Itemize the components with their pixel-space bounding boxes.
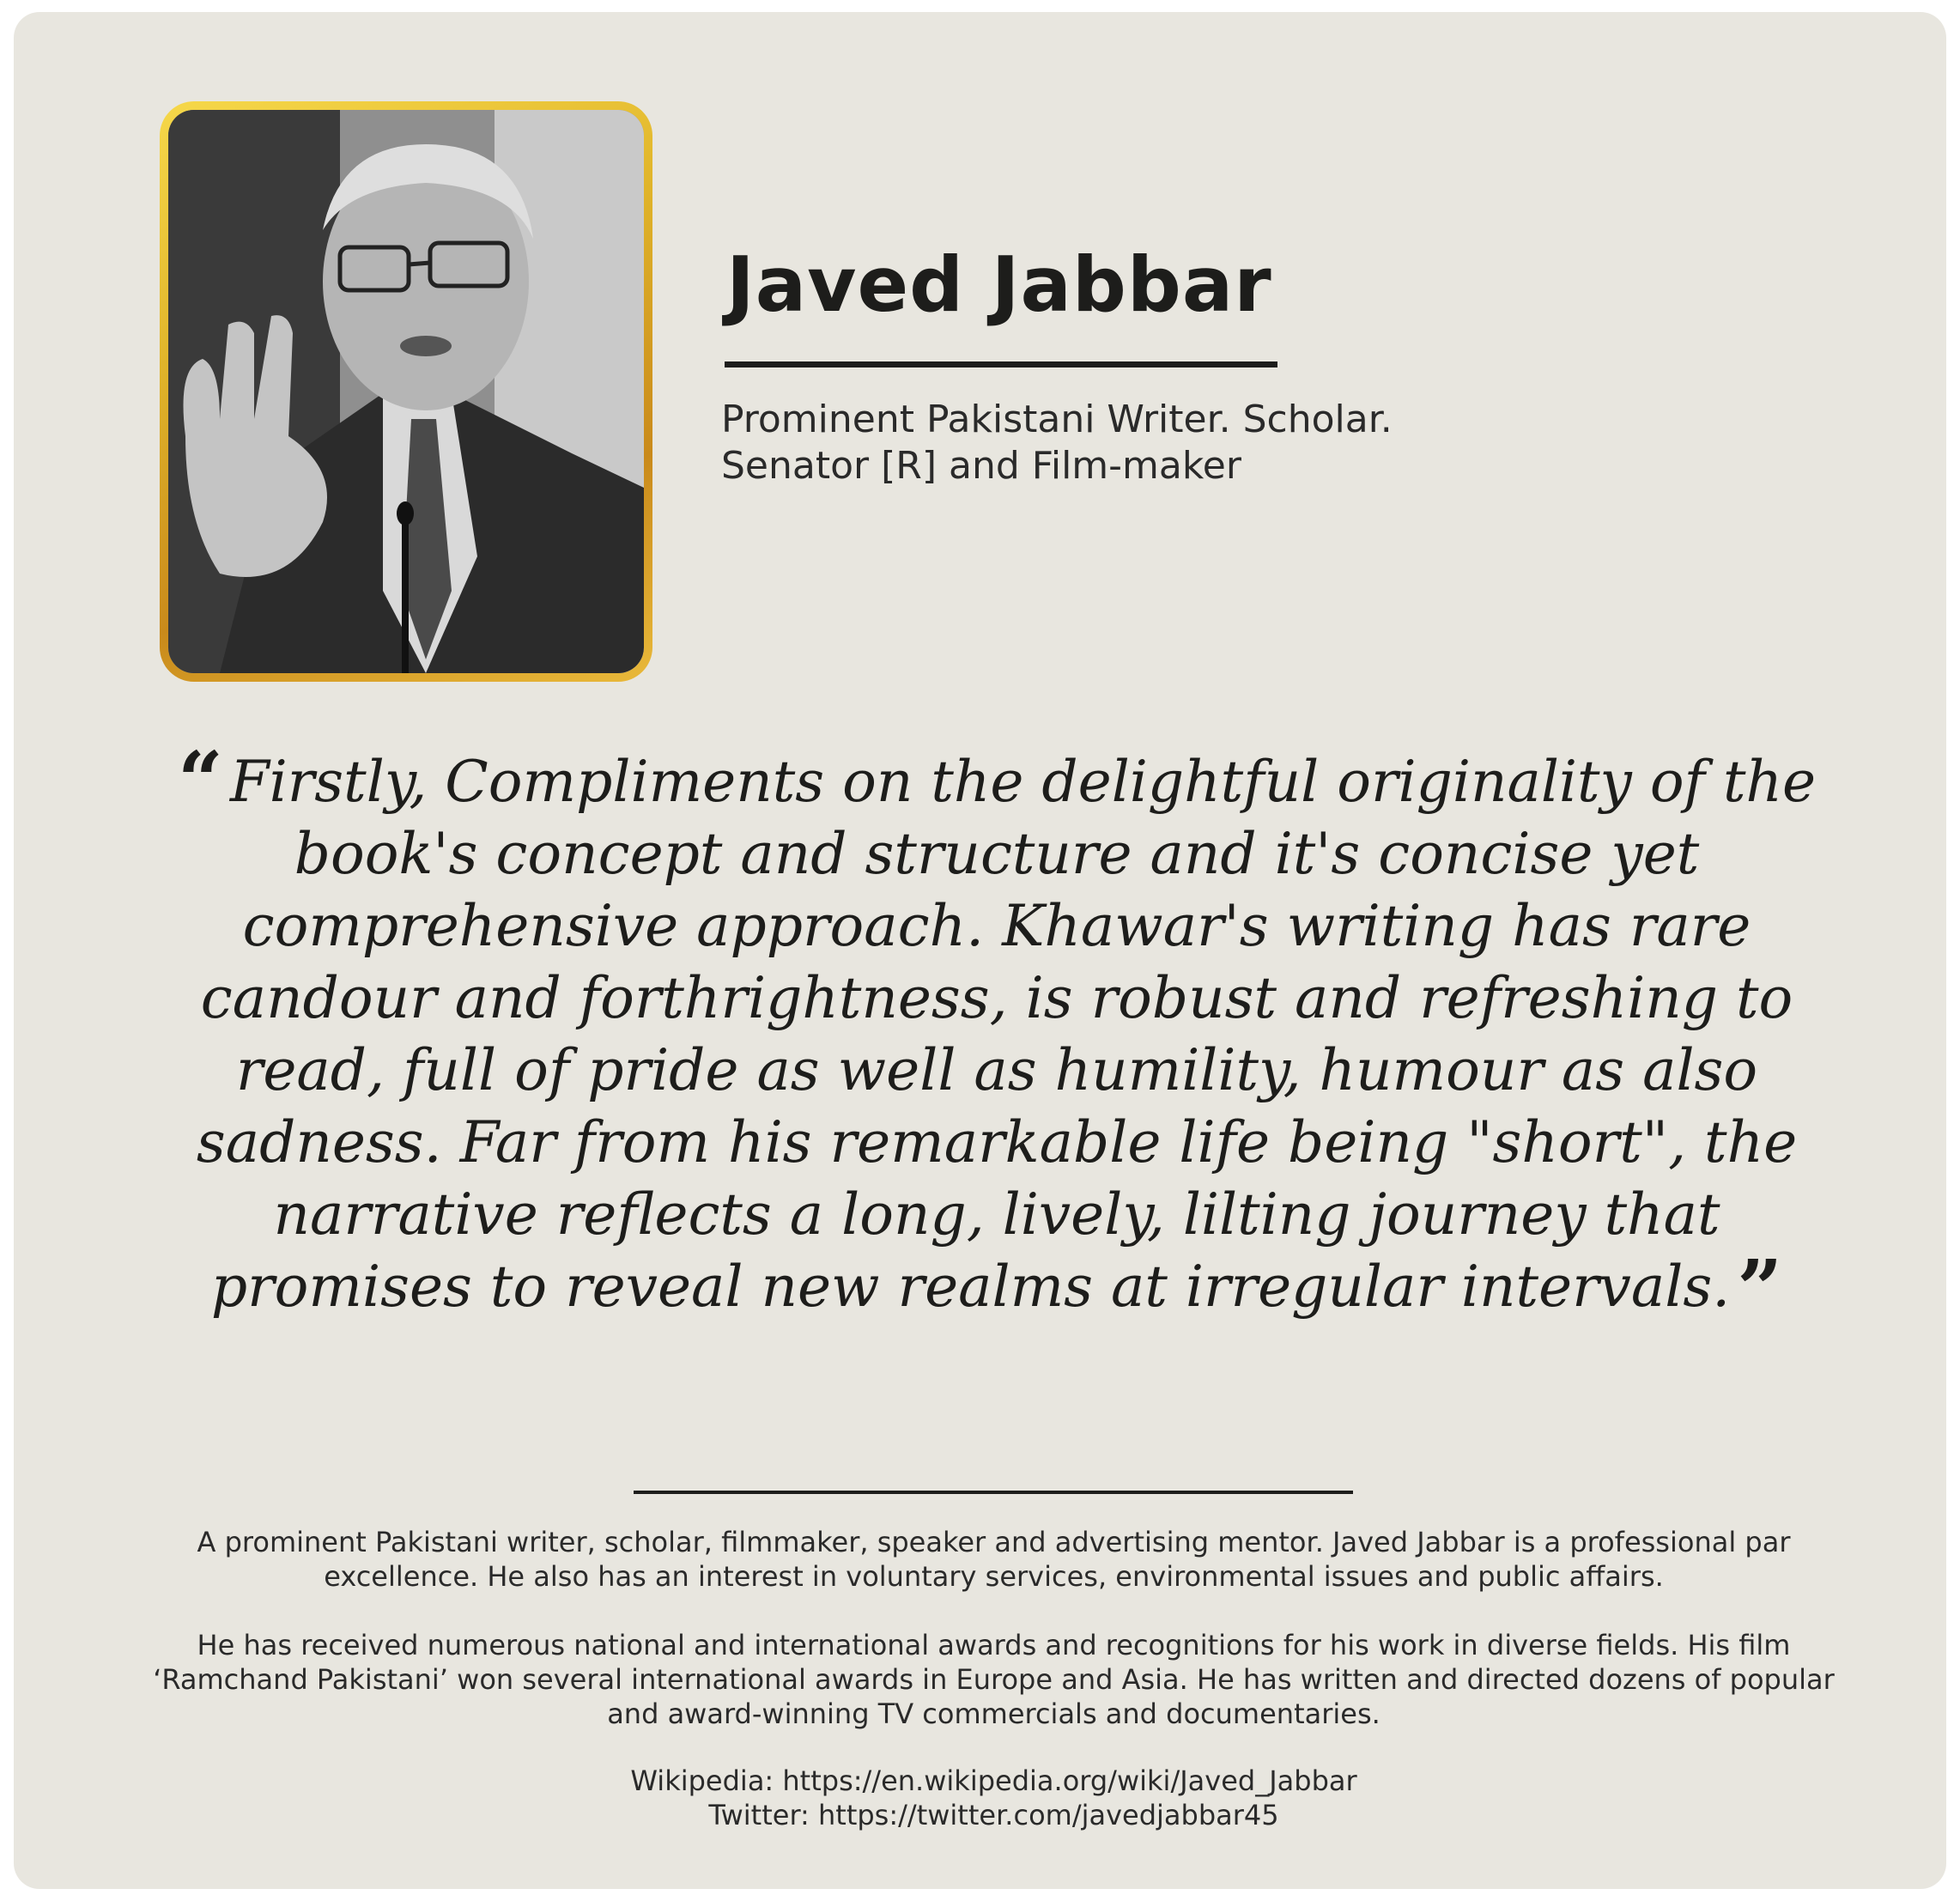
quote-text: Firstly, Compliments on the delightful originality of the book's concept and structure and it's concise yet comprehensive approach. Khawar's writing has rare candour and forthrightness, is robust and refreshing to read, full of pride as well as humility, humour as also sadness. Far from his remarkable life being "short", the narrative reflects a long, lively, lilting journey that promises to reveal new realms at irregular intervals.: [196, 749, 1817, 1320]
open-quote-icon: “: [177, 734, 223, 827]
name-underline: [725, 361, 1277, 367]
photo-frame: [160, 101, 652, 682]
subtitle-line-2: Senator [R] and Film-maker: [721, 444, 1241, 488]
person-subtitle: [721, 397, 1494, 489]
portrait-photo: [168, 110, 644, 673]
links-block: [143, 1764, 1845, 1832]
person-name: Javed Jabbar: [726, 240, 1272, 329]
bio-section: [143, 1525, 1845, 1832]
section-divider: [634, 1491, 1353, 1494]
bio-paragraph-2: He has received numerous national and international awards and recognitions for his work in diverse fields. His film ‘Ramchand Pakistani’ won several international awards in Europe and Asia. He has written and directed dozens of popular and award-winning TV commercials and documentaries.: [153, 1629, 1835, 1730]
portrait-illustration: [168, 110, 644, 673]
testimonial-card: [14, 12, 1946, 1889]
testimonial-quote: [168, 734, 1825, 1335]
subtitle-line-1: Prominent Pakistani Writer. Scholar.: [721, 398, 1393, 441]
close-quote-icon: ”: [1737, 1242, 1783, 1335]
bio-paragraph-1: A prominent Pakistani writer, scholar, filmmaker, speaker and advertising mentor. Javed Jabbar is a professional par excellence. He also has an interest in voluntary services, environmental issues and public affairs.: [197, 1526, 1791, 1593]
wikipedia-link[interactable]: Wikipedia: https://en.wikipedia.org/wiki/Javed_Jabbar: [630, 1764, 1357, 1797]
twitter-link[interactable]: Twitter: https://twitter.com/javedjabbar45: [708, 1799, 1279, 1831]
